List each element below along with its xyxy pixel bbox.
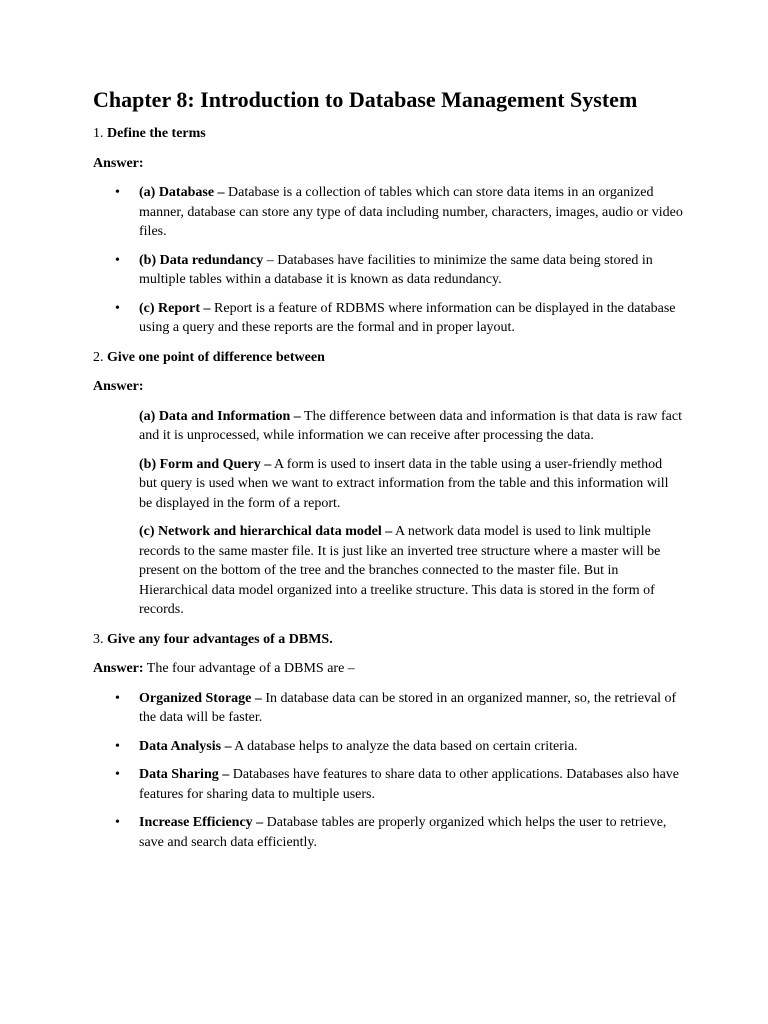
- list-item: [93, 183, 683, 242]
- document-page: [93, 86, 683, 862]
- list-item: [93, 813, 683, 852]
- definition: A database helps to analyze the data based on certain criteria.: [231, 738, 578, 754]
- term: Data Analysis –: [139, 738, 232, 754]
- question-1: [93, 124, 683, 144]
- definition: A network data model is used to link multiple records to the same master file. It is just like an inverted tree structure where a master will be present on the bottom of the tree and the branches connected to the master file. But in Hierarchical data model organized into a treelike structure. This data is stored in the form of records.: [139, 524, 661, 617]
- bullet-icon: •: [115, 300, 120, 316]
- definition: Database tables are properly organized which helps the user to retrieve, save and search data efficiently.: [139, 815, 667, 850]
- term: Data Sharing –: [139, 767, 230, 782]
- bullet-icon: •: [115, 252, 120, 268]
- question-number: 3.: [93, 631, 104, 647]
- definition: Databases have features to share data to other applications. Databases also have features for sharing data to multiple users.: [139, 767, 679, 802]
- question-3: [93, 630, 683, 650]
- question-number: 1.: [93, 126, 104, 141]
- chapter-title: Chapter 8: Introduction to Database Management System: [93, 87, 638, 112]
- bullet-icon: •: [115, 690, 120, 706]
- q1-list: [93, 183, 683, 338]
- answer-text: The four advantage of a DBMS are –: [143, 661, 355, 676]
- list-item: [93, 689, 683, 728]
- definition: The difference between data and information is that data is raw fact and it is unprocessed, while information we can receive after processing the data.: [139, 408, 682, 443]
- difference-item: [93, 407, 683, 446]
- list-item: [93, 737, 683, 757]
- definition: Database is a collection of tables which can store data items in an organized manner, database can store any type of data including number, characters, images, audio or video files.: [139, 185, 683, 239]
- bullet-icon: •: [115, 815, 120, 830]
- definition: Report is a feature of RDBMS where information can be displayed in the database using a query and these reports are the formal and in proper layout.: [139, 300, 676, 335]
- term: Organized Storage –: [139, 690, 262, 706]
- term: (b) Form and Query –: [139, 456, 272, 472]
- term: (a) Data and Information –: [139, 408, 301, 424]
- answer-label: Answer:: [93, 661, 144, 676]
- list-item: [93, 765, 683, 804]
- bullet-icon: •: [115, 738, 120, 754]
- definition: – Databases have facilities to minimize the same data being stored in multiple tables within a database it is known as data redundancy.: [139, 252, 653, 287]
- list-item: [93, 251, 683, 290]
- question-text: Define the terms: [107, 126, 206, 141]
- term: (c) Network and hierarchical data model –: [139, 524, 393, 539]
- q3-list: [93, 689, 683, 853]
- answer-label: Answer:: [93, 155, 144, 171]
- question-text: Give one point of difference between: [107, 349, 325, 365]
- list-item: [93, 299, 683, 338]
- bullet-icon: •: [115, 185, 120, 200]
- term: (a) Database –: [139, 185, 225, 200]
- term: Increase Efficiency –: [139, 815, 264, 830]
- question-2: [93, 348, 683, 368]
- difference-item: [93, 455, 683, 514]
- definition: A form is used to insert data in the table using a user-friendly method but query is used when we want to extract information from the table and this information will be displayed in the form of a report.: [139, 456, 669, 511]
- answer-label: Answer:: [93, 379, 144, 394]
- term: (c) Report –: [139, 300, 211, 316]
- definition: In database data can be stored in an organized manner, so, the retrieval of the data will be faster.: [139, 690, 677, 725]
- bullet-icon: •: [115, 767, 120, 782]
- term: (b) Data redundancy: [139, 252, 264, 268]
- question-number: 2.: [93, 349, 104, 365]
- question-text: Give any four advantages of a DBMS.: [107, 631, 333, 647]
- difference-item: [93, 522, 683, 620]
- answer-line: [93, 659, 683, 679]
